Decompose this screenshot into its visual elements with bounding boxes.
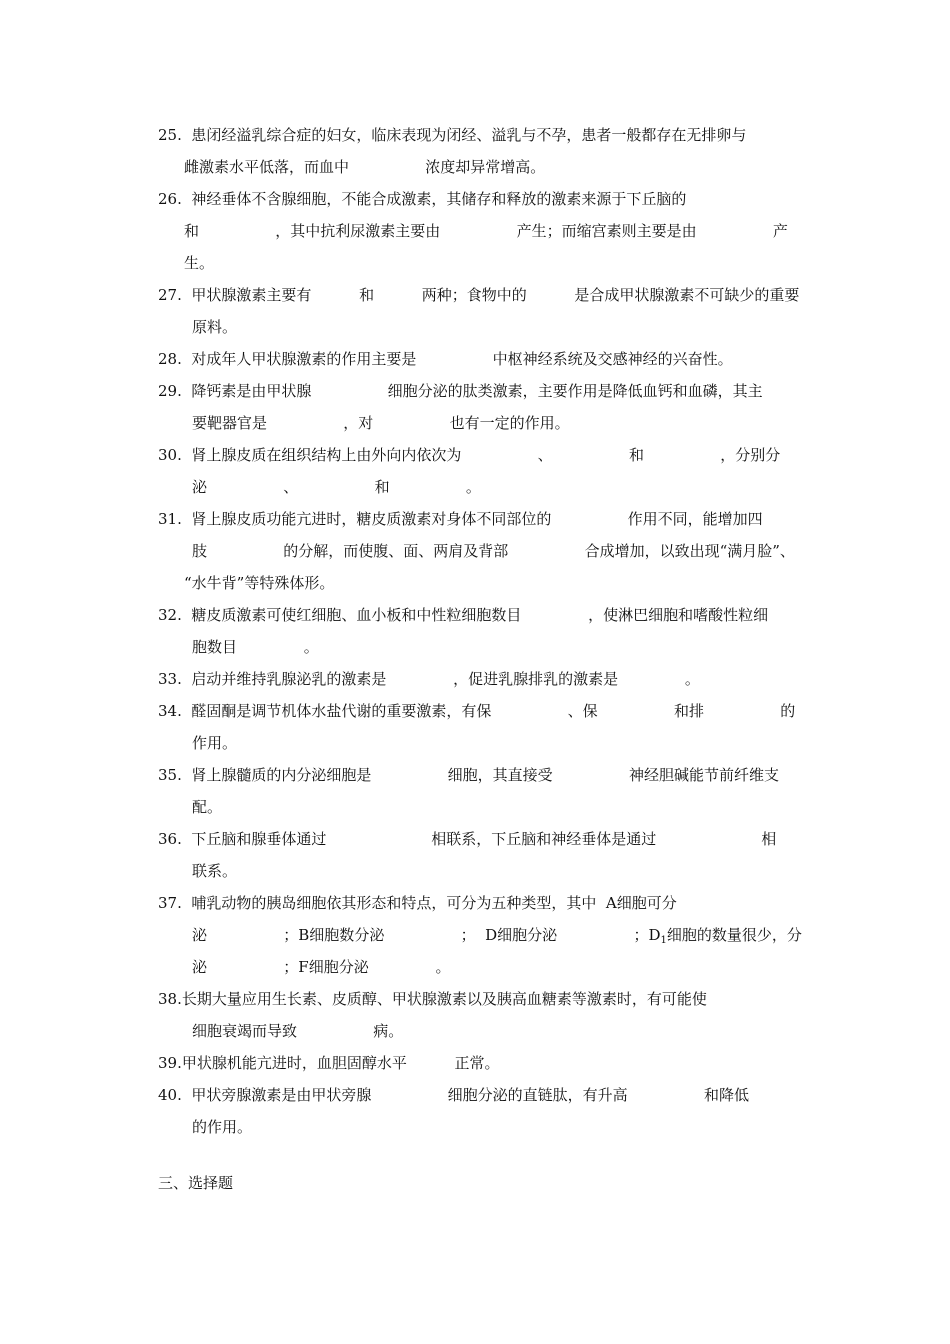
question-40-line-1: 40. 甲状旁腺激素是由甲状旁腺 细胞分泌的直链肽，有升高 和降低 — [158, 1086, 749, 1104]
question-28-line-1: 28. 对成年人甲状腺激素的作用主要是 中枢神经系统及交感神经的兴奋性。 — [158, 350, 733, 368]
question-37-line-2-tail: 细胞的数量很少，分 — [666, 926, 802, 944]
question-27-line-1: 27. 甲状腺激素主要有 和 两种；食物中的 是合成甲状腺激素不可缺少的重要 — [158, 286, 800, 304]
question-29-line-2: 要靶器官是 ，对 也有一定的作用。 — [192, 414, 570, 432]
question-37-line-3: 泌 ；F细胞分泌 。 — [192, 958, 451, 976]
question-38-line-2: 细胞衰竭而导致 病。 — [192, 1022, 404, 1040]
question-27-line-2: 原料。 — [192, 318, 238, 336]
question-38-line-1: 38.长期大量应用生长素、皮质醇、甲状腺激素以及胰高血糖素等激素时，有可能使 — [158, 990, 707, 1008]
question-32-line-1: 32. 糖皮质激素可使红细胞、血小板和中性粒细胞数目 ，使淋巴细胞和嗜酸性粒细 — [158, 606, 769, 624]
question-34-line-1: 34. 醛固酮是调节机体水盐代谢的重要激素，有保 、保 和排 的 — [158, 702, 796, 720]
question-26-line-1: 26. 神经垂体不含腺细胞，不能合成激素，其储存和释放的激素来源于下丘脑的 — [158, 190, 687, 208]
question-35-line-2: 配。 — [192, 798, 223, 816]
question-32-line-2: 胞数目 。 — [192, 638, 319, 656]
question-37-line-1: 37. 哺乳动物的胰岛细胞依其形态和特点，可分为五种类型，其中 A细胞可分 — [158, 894, 677, 912]
question-39-line-1: 39.甲状腺机能亢进时，血胆固醇水平 正常。 — [158, 1054, 500, 1072]
question-30-line-1: 30. 肾上腺皮质在组织结构上由外向内依次为 、 和 ，分别分 — [158, 446, 781, 464]
section-title: 三、选择题 — [158, 1174, 234, 1192]
question-33-line-1: 33. 启动并维持乳腺泌乳的激素是 ，促进乳腺排乳的激素是 。 — [158, 670, 700, 688]
question-26-line-2: 和 ，其中抗利尿激素主要由 产生；而缩宫素则主要是由 产 — [184, 222, 788, 240]
question-31-line-2: 肢 的分解，而使腹、面、两肩及背部 合成增加，以致出现“满月脸”、 — [192, 542, 795, 560]
question-37-line-2-text: 泌 ；B细胞数分泌 ； D细胞分泌 ；D — [192, 926, 661, 944]
question-40-line-2: 的作用。 — [192, 1118, 253, 1136]
question-25-line-2: 雌激素水平低落，而血中 浓度却异常增高。 — [184, 158, 546, 176]
question-31-line-1: 31. 肾上腺皮质功能亢进时，糖皮质激素对身体不同部位的 作用不同，能增加四 — [158, 510, 763, 528]
question-30-line-2: 泌 、 和 。 — [192, 478, 481, 496]
question-36-line-2: 联系。 — [192, 862, 238, 880]
question-25-line-1: 25. 患闭经溢乳综合症的妇女，临床表现为闭经、溢乳与不孕，患者一般都存在无排卵与 — [158, 126, 747, 144]
d1-subscript: 1 — [660, 935, 667, 946]
question-35-line-1: 35. 肾上腺髓质的内分泌细胞是 细胞，其直接受 神经胆碱能节前纤维支 — [158, 766, 779, 784]
question-36-line-1: 36. 下丘脑和腺垂体通过 相联系，下丘脑和神经垂体是通过 相 — [158, 830, 777, 848]
question-31-line-3: “水牛背”等特殊体形。 — [184, 574, 335, 592]
question-26-line-3: 生。 — [184, 254, 215, 272]
question-34-line-2: 作用。 — [192, 734, 238, 752]
question-29-line-1: 29. 降钙素是由甲状腺 细胞分泌的肽类激素，主要作用是降低血钙和血磷，其主 — [158, 382, 763, 400]
question-37-line-2 — [192, 925, 802, 947]
